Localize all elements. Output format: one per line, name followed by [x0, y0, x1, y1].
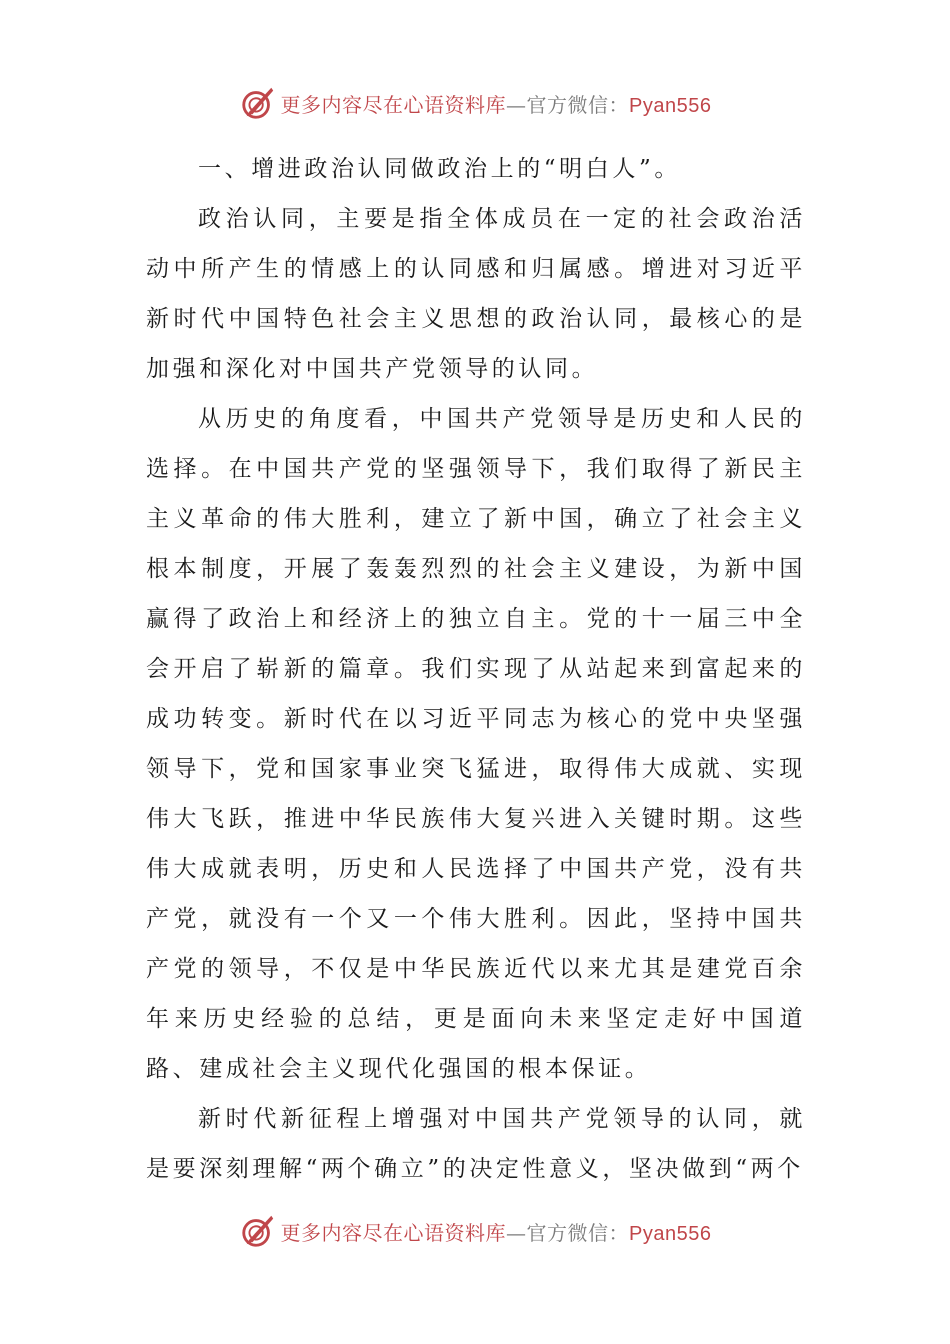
quill-pen-logo-icon — [239, 1212, 277, 1250]
document-body — [146, 144, 806, 1194]
paragraph: 政治认同，主要是指全体成员在一定的社会政治活动中所产生的情感上的认同感和归属感。增进对习近平新时代中国特色社会主义思想的政治认同，最核心的是加强和深化对中国共产党领导的认同。 — [146, 206, 806, 382]
paragraph: 新时代新征程上增强对中国共产党领导的认同，就是要深刻理解“两个确立”的决定性意义，坚决做到“两个 — [146, 1106, 806, 1182]
watermark-text — [281, 1217, 712, 1246]
watermark-wechat-id: Pyan556 — [629, 94, 712, 117]
watermark-text — [281, 89, 712, 118]
paragraph: 从历史的角度看，中国共产党领导是历史和人民的选择。在中国共产党的坚强领导下，我们取得了新民主主义革命的伟大胜利，建立了新中国，确立了社会主义根本制度，开展了轰轰烈烈的社会主义建设，为新中国赢得了政治上和经济上的独立自主。党的十一届三中全会开启了崭新的篇章。我们实现了从站起来到富起来的成功转变。新时代在以习近平同志为核心的党中央坚强领导下，党和国家事业突飞猛进，取得伟大成就、实现伟大飞跃，推进中华民族伟大复兴进入关键时期。这些伟大成就表明，历史和人民选择了中国共产党，没有共产党，就没有一个又一个伟大胜利。因此，坚持中国共产党的领导，不仅是中华民族近代以来尤其是建党百余年来历史经验的总结，更是面向未来坚定走好中国道路、建成社会主义现代化强国的根本保证。 — [146, 406, 806, 1082]
watermark-banner-bottom — [0, 1206, 950, 1256]
watermark-main: 更多内容尽在心语资料库 — [280, 92, 507, 117]
watermark-main: 更多内容尽在心语资料库 — [280, 1220, 507, 1245]
section-heading: 一、增进政治认同做政治上的“明白人”。 — [198, 156, 681, 182]
watermark-wechat-id: Pyan556 — [629, 1222, 712, 1245]
watermark-dash: —官方微信： — [506, 92, 630, 117]
watermark-dash: —官方微信： — [506, 1220, 630, 1245]
watermark-banner-top — [0, 78, 950, 128]
quill-pen-logo-icon — [239, 84, 277, 122]
